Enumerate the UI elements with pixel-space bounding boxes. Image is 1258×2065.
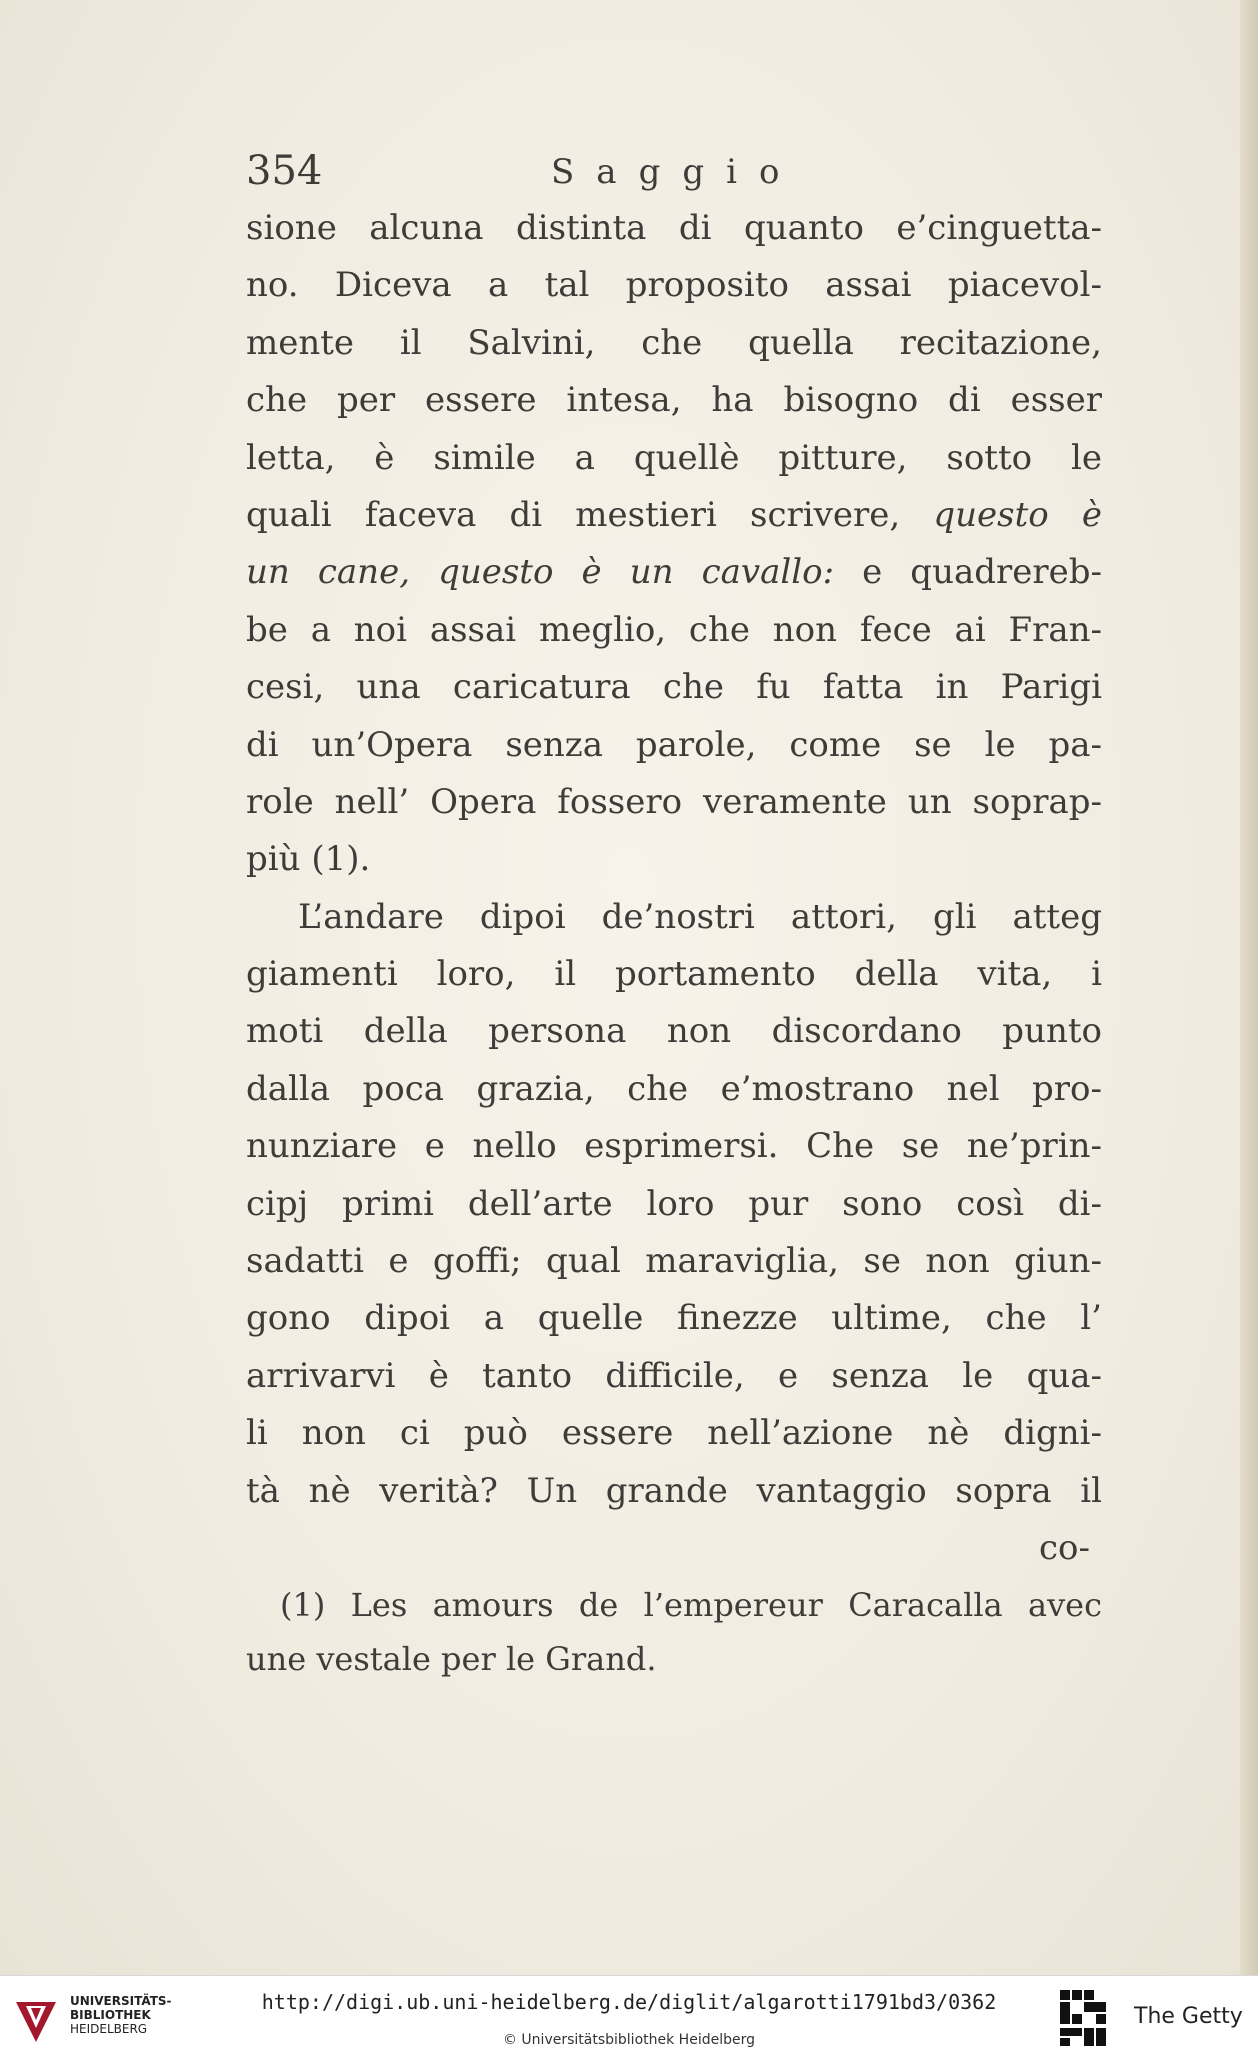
text-line: arrivarvi è tanto difficile, e senza le qua- [246, 1355, 1102, 1396]
library-line: BIBLIOTHEK [70, 2008, 151, 2022]
text-line: letta, è simile a quellè pitture, sotto le [246, 437, 1102, 478]
running-title: Saggio [551, 152, 802, 192]
text-line: role nell’ Opera fossero veramente un soprap- [246, 781, 1102, 822]
text-line [246, 544, 1102, 601]
partner-name: The Getty [1134, 2004, 1243, 2029]
text-line: sione alcuna distinta di quanto e’cinguetta- [246, 208, 1102, 248]
text-line: moti della persona non discordano punto [246, 1011, 1102, 1052]
text-line: giamenti loro, il portamento della vita, i [246, 954, 1102, 995]
text-line: nunziare e nello esprimersi. Che se ne’prin- [246, 1126, 1102, 1167]
library-line: HEIDELBERG [70, 2022, 148, 2036]
footnote-line: (1) Les amours de l’empereur Caracalla avec [280, 1586, 1102, 1624]
text-line: be a noi assai meglio, che non fece ai Fran- [246, 609, 1102, 650]
viewer-footer [0, 1975, 1258, 2065]
page-header [246, 148, 1102, 200]
text-line: di un’Opera senza parole, come se le pa- [246, 724, 1102, 765]
text-line: cipj primi dell’arte loro pur sono così di- [246, 1183, 1102, 1224]
page-number: 354 [246, 148, 323, 194]
text-line: cesi, una caricatura che fu fatta in Parigi [246, 667, 1102, 708]
italic-text: questo è [933, 494, 1102, 535]
permalink-url[interactable]: http://digi.ub.uni-heidelberg.de/diglit/algarotti1791bd3/0362 [261, 1990, 997, 2014]
text-line: più (1). [246, 839, 371, 880]
text-line: gono dipoi a quelle finezze ultime, che l’ [246, 1298, 1102, 1339]
text-line [246, 487, 1102, 544]
text-line: che per essere intesa, ha bisogno di esser [246, 380, 1102, 421]
footnote [246, 1578, 1102, 1686]
library-line: UNIVERSITÄTS- [70, 1994, 172, 2008]
text-span: e quadrereb- [834, 552, 1102, 593]
text-line: mente il Salvini, che quella recitazione, [246, 322, 1102, 363]
catchword: co- [1039, 1527, 1090, 1568]
text-line: no. Diceva a tal proposito assai piacevol- [246, 265, 1102, 306]
getty-logo-icon [1058, 1988, 1110, 2050]
body-text [246, 200, 1102, 1577]
text-line: dalla poca grazia, che e’mostrano nel pro- [246, 1068, 1102, 1109]
footnote-line: une vestale per le Grand. [246, 1640, 657, 1678]
text-span: quali faceva di mestieri scrivere, [246, 494, 934, 535]
text-line: li non ci può essere nell’azione nè digni- [246, 1413, 1102, 1454]
page-edge [1240, 0, 1258, 1975]
text-line: tà nè verità? Un grande vantaggio sopra il [246, 1470, 1102, 1511]
text-line: L’andare dipoi de’nostri attori, gli atteg [298, 896, 1102, 937]
italic-text: un cane, questo è un cavallo: [246, 552, 835, 593]
text-line: sadatti e goffi; qual maraviglia, se non giun- [246, 1241, 1102, 1282]
copyright-notice: © Universitätsbibliothek Heidelberg [502, 2032, 755, 2048]
